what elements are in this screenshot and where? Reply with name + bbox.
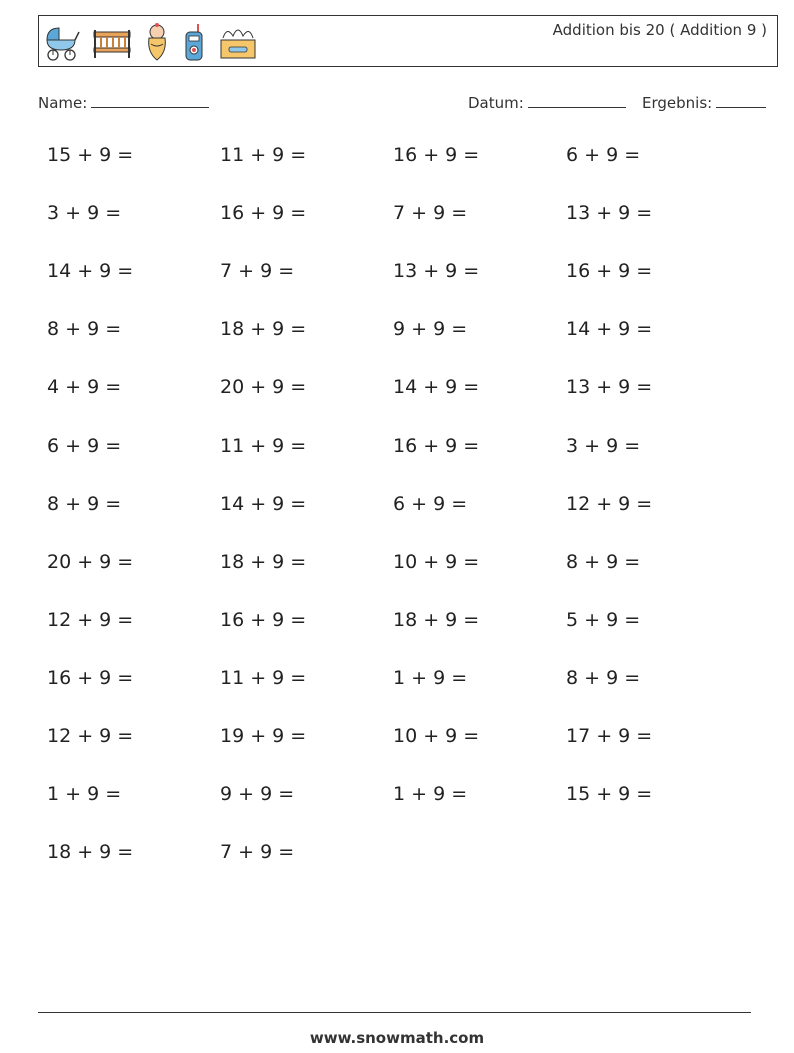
problem-item: 20 + 9 = xyxy=(47,550,134,573)
problem-item: 16 + 9 = xyxy=(220,202,307,225)
name-label: Name: xyxy=(38,94,88,112)
tissue-box-icon xyxy=(217,22,259,62)
problem-item: 12 + 9 = xyxy=(47,608,134,631)
swaddled-baby-icon xyxy=(143,22,171,62)
date-label: Datum: xyxy=(468,94,524,112)
problem-item: 19 + 9 = xyxy=(220,725,307,747)
name-field[interactable] xyxy=(38,93,209,112)
problem-item: 15 + 9 = xyxy=(47,144,134,166)
header-icons xyxy=(43,20,269,64)
date-field[interactable] xyxy=(468,93,626,112)
problem-item: 11 + 9 = xyxy=(220,666,307,689)
problem-item: 10 + 9 = xyxy=(393,725,480,747)
problem-item: 12 + 9 = xyxy=(47,725,134,747)
problem-item: 14 + 9 = xyxy=(47,260,134,283)
footer-url: www.snowmath.com xyxy=(309,1029,485,1047)
header-box xyxy=(38,15,778,67)
problem-item: 7 + 9 = xyxy=(220,841,295,864)
problem-item: 8 + 9 = xyxy=(47,318,122,341)
problem-item: 6 + 9 = xyxy=(393,492,468,515)
problem-item: 13 + 9 = xyxy=(566,202,653,225)
problem-item: 20 + 9 = xyxy=(220,376,307,399)
problem-item: 8 + 9 = xyxy=(566,550,641,573)
problem-item: 13 + 9 = xyxy=(566,376,653,399)
result-field[interactable] xyxy=(642,93,766,112)
problem-item: 11 + 9 = xyxy=(220,144,307,166)
problem-item: 15 + 9 = xyxy=(566,783,653,806)
problem-item: 18 + 9 = xyxy=(220,550,307,573)
problem-item: 7 + 9 = xyxy=(393,202,468,225)
problem-item: 1 + 9 = xyxy=(393,783,468,806)
baby-monitor-icon xyxy=(181,22,207,62)
problem-item: 18 + 9 = xyxy=(393,608,480,631)
baby-stroller-icon xyxy=(43,22,81,62)
problem-item: 18 + 9 = xyxy=(220,318,307,341)
footer-divider xyxy=(38,1012,751,1013)
problem-item: 4 + 9 = xyxy=(47,376,122,399)
problem-item: 5 + 9 = xyxy=(566,608,641,631)
problem-item: 16 + 9 = xyxy=(393,144,480,166)
problem-item: 17 + 9 = xyxy=(566,725,653,747)
worksheet-title: Addition bis 20 ( Addition 9 ) xyxy=(552,21,767,39)
problem-item: 7 + 9 = xyxy=(220,260,295,283)
problem-item: 14 + 9 = xyxy=(220,492,307,515)
result-label: Ergebnis: xyxy=(642,94,713,112)
problem-item: 6 + 9 = xyxy=(566,144,641,166)
problem-item: 18 + 9 = xyxy=(47,841,134,864)
problem-item: 12 + 9 = xyxy=(566,492,653,515)
problem-item: 8 + 9 = xyxy=(566,666,641,689)
problem-item: 16 + 9 = xyxy=(566,260,653,283)
problem-item: 3 + 9 = xyxy=(566,434,641,457)
date-line[interactable] xyxy=(528,93,626,108)
problem-item: 9 + 9 = xyxy=(220,783,295,806)
problem-item: 3 + 9 = xyxy=(47,202,122,225)
problem-item: 16 + 9 = xyxy=(220,608,307,631)
problem-item: 1 + 9 = xyxy=(47,783,122,806)
problem-item: 11 + 9 = xyxy=(220,434,307,457)
problem-item: 14 + 9 = xyxy=(393,376,480,399)
problem-item: 6 + 9 = xyxy=(47,434,122,457)
problem-item: 16 + 9 = xyxy=(47,666,134,689)
problem-item: 8 + 9 = xyxy=(47,492,122,515)
problem-item: 13 + 9 = xyxy=(393,260,480,283)
problem-item: 10 + 9 = xyxy=(393,550,480,573)
problem-item: 1 + 9 = xyxy=(393,666,468,689)
baby-crib-icon xyxy=(91,22,133,62)
problem-item: 14 + 9 = xyxy=(566,318,653,341)
name-line[interactable] xyxy=(91,93,209,108)
result-line[interactable] xyxy=(716,93,766,108)
problem-item: 16 + 9 = xyxy=(393,434,480,457)
problem-item: 9 + 9 = xyxy=(393,318,468,341)
